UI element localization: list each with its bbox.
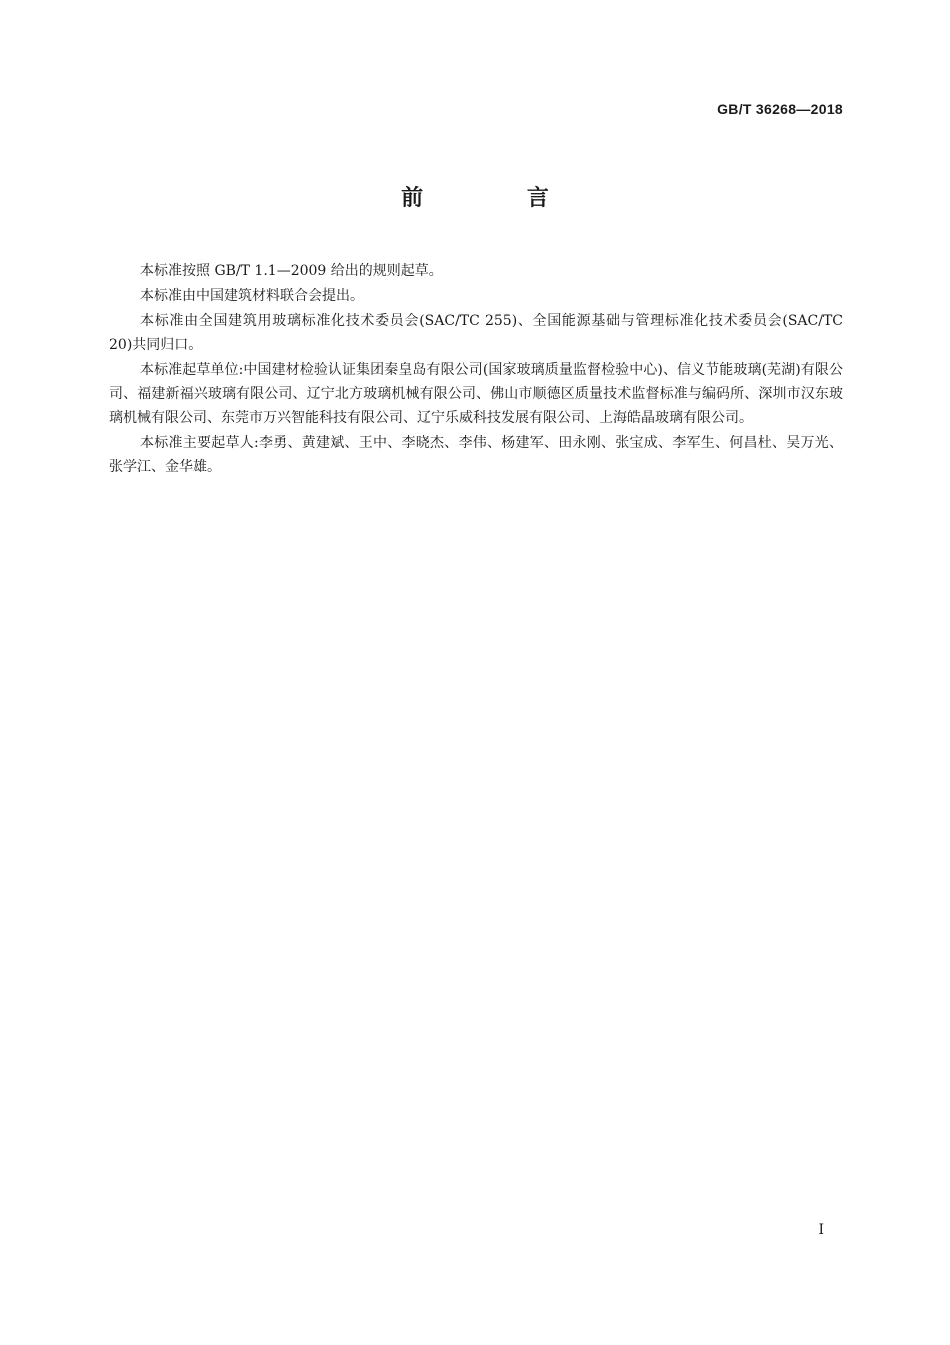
paragraph-drafters: 本标准主要起草人:李勇、黄建斌、王中、李晓杰、李伟、杨建军、田永刚、张宝成、李军生、何昌杜、吴万光、张学江、金华雄。 — [109, 435, 843, 475]
paragraph-proposer: 本标准由中国建筑材料联合会提出。 — [140, 288, 364, 304]
page-title: 前 言 — [401, 186, 597, 211]
paragraph-drafting-rules: 本标准按照 GB/T 1.1—2009 给出的规则起草。 — [140, 263, 443, 279]
paragraph-drafting-units: 本标准起草单位:中国建材检验认证集团秦皇岛有限公司(国家玻璃质量监督检验中心)、信义节能玻璃(芜湖)有限公司、福建新福兴玻璃有限公司、辽宁北方玻璃机械有限公司、佛山市顺德区质量技术监督标准与编码所、深圳市汉东玻璃机械有限公司、东莞市万兴智能科技有限公司、辽宁乐威科技发展有限公司、上海皓晶玻璃有限公司。 — [109, 362, 843, 426]
paragraph-administration: 本标准由全国建筑用玻璃标准化技术委员会(SAC/TC 255)、全国能源基础与管理标准化技术委员会(SAC/TC 20)共同归口。 — [109, 313, 843, 353]
preface-body — [109, 259, 843, 480]
page-number: I — [818, 1222, 824, 1238]
document-code: GB/T 36268—2018 — [717, 101, 843, 117]
